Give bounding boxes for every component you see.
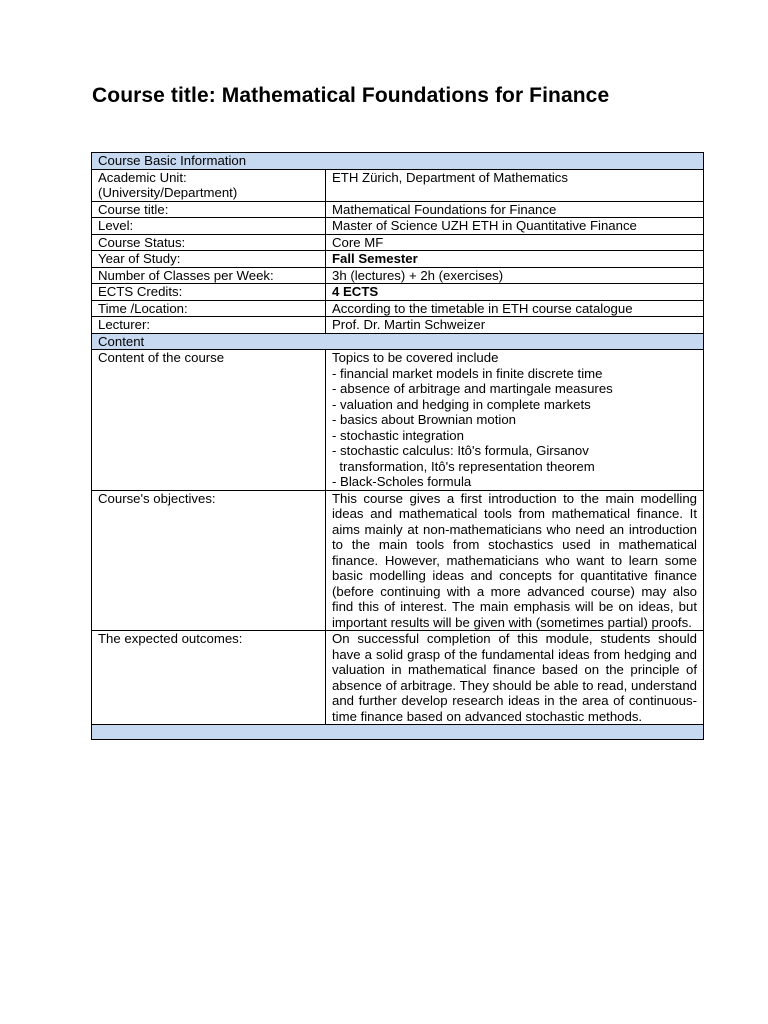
content-header-cell: Content [92, 333, 704, 350]
topic-line: transformation, Itô's representation theorem [332, 458, 595, 474]
table-row [92, 300, 704, 317]
content-label: Content of the course [92, 350, 326, 491]
table-row [92, 267, 704, 284]
topic-line: - financial market models in finite discrete time [332, 365, 603, 381]
classes-value: 3h (lectures) + 2h (exercises) [326, 267, 704, 284]
table-row [92, 234, 704, 251]
lecturer-value: Prof. Dr. Martin Schweizer [326, 317, 704, 334]
status-value: Core MF [326, 234, 704, 251]
topic-line: - stochastic calculus: Itô's formula, Girsanov [332, 443, 589, 458]
footer-bar-cell [92, 725, 704, 740]
table-row [92, 251, 704, 268]
academic-unit-value: ETH Zürich, Department of Mathematics [326, 169, 704, 201]
course-title-label: Course title: [92, 201, 326, 218]
outcomes-label: The expected outcomes: [92, 631, 326, 725]
topic-line: Topics to be covered include [332, 350, 499, 365]
lecturer-label: Lecturer: [92, 317, 326, 334]
table-row [92, 201, 704, 218]
section-header-basic [92, 153, 704, 170]
table-row [92, 350, 704, 491]
status-label: Course Status: [92, 234, 326, 251]
classes-label: Number of Classes per Week: [92, 267, 326, 284]
course-title-value: Mathematical Foundations for Finance [326, 201, 704, 218]
academic-unit-label-line1: Academic Unit: [98, 169, 187, 185]
topic-line: - absence of arbitrage and martingale measures [332, 381, 613, 396]
objectives-label: Course's objectives: [92, 490, 326, 631]
topic-line: - valuation and hedging in complete markets [332, 396, 591, 412]
time-label: Time /Location: [92, 300, 326, 317]
section-header-content [92, 333, 704, 350]
topic-line: - stochastic integration [332, 427, 464, 443]
academic-unit-label [92, 169, 326, 201]
year-value: Fall Semester [326, 251, 704, 268]
outcomes-value: On successful completion of this module, students should have a solid grasp of the fundamental ideas from hedging and valuation in mathematical finance based on the principle of absence of arbitrage. They should be able to read, understand and further develop research ideas in the area of continuous-time finance based on advanced stochastic methods. [326, 631, 704, 725]
basic-header-cell: Course Basic Information [92, 153, 704, 170]
level-label: Level: [92, 218, 326, 235]
time-value: According to the timetable in ETH course catalogue [326, 300, 704, 317]
table-row [92, 490, 704, 631]
year-label: Year of Study: [92, 251, 326, 268]
objectives-value: This course gives a first introduction to the main modelling ideas and mathematical tools from mathematical finance. It aims mainly at non-mathematicians who need an introduction to the main tools from stochastics used in mathematical finance. However, mathematicians who want to learn some basic modelling ideas and concepts for quantitative finance (before continuing with a more advanced course) may also find this of interest. The main emphasis will be on ideas, but important results will be given with (sometimes partial) proofs. [326, 490, 704, 631]
academic-unit-label-line2: (University/Department) [98, 185, 238, 200]
level-value: Master of Science UZH ETH in Quantitative Finance [326, 218, 704, 235]
topic-line: - basics about Brownian motion [332, 412, 516, 427]
topics-list [326, 350, 704, 491]
table-row [92, 169, 704, 201]
ects-value: 4 ECTS [326, 284, 704, 301]
page-title: Course title: Mathematical Foundations for Finance [92, 84, 610, 107]
table-row [92, 317, 704, 334]
table-footer-bar [92, 725, 704, 740]
table-row [92, 218, 704, 235]
topic-line: - Black-Scholes formula [332, 474, 472, 489]
table-row [92, 631, 704, 725]
table-row [92, 284, 704, 301]
ects-label: ECTS Credits: [92, 284, 326, 301]
course-info-table [91, 152, 704, 740]
